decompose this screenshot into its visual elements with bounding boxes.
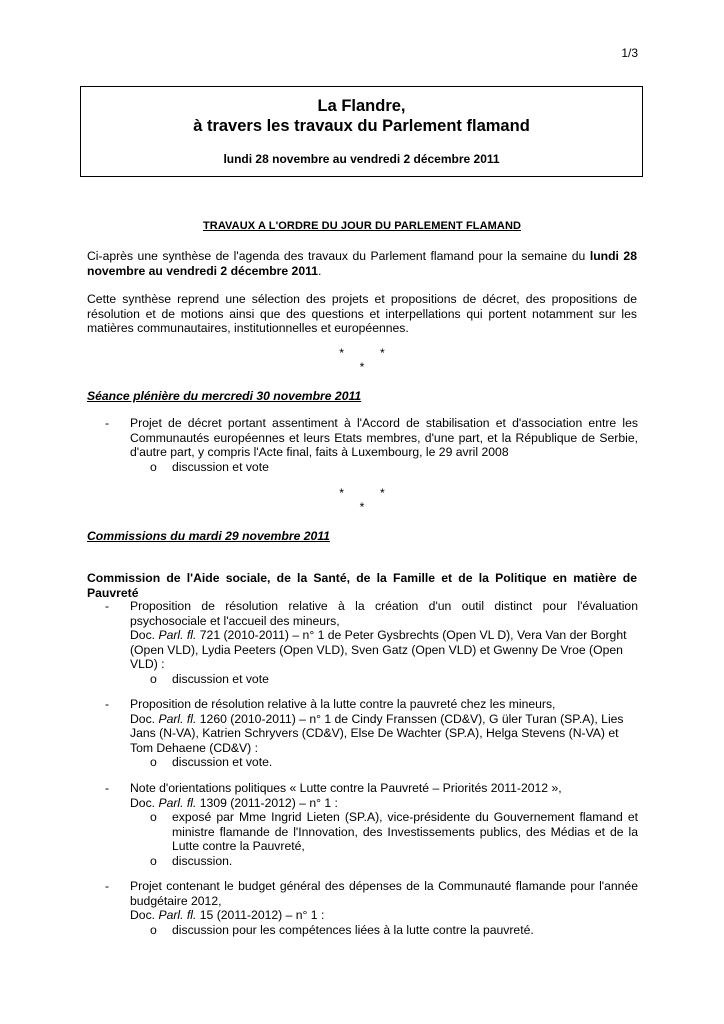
sub-text: exposé par Mme Ingrid Lieten (SP.A), vice-présidente du Gouvernement flamand et ministre flamande de l'Innovation, des Investissements publics, des Médias et de la Lutte contre la Pauvreté, — [172, 810, 638, 854]
intro-end: . — [318, 263, 322, 278]
sub-text: discussion pour les compétences liées à la lutte contre la pauvreté. — [172, 922, 534, 937]
sub-text: discussion et vote — [172, 671, 269, 686]
sub-item — [150, 923, 638, 938]
doc-parl: Parl. fl. — [158, 628, 197, 643]
title-line-1: La Flandre, — [317, 97, 406, 115]
section-title: TRAVAUX A L'ORDRE DU JOUR DU PARLEMENT FLAMAND — [202, 220, 522, 232]
commission-title: Commission de l'Aide sociale, de la Santé, de la Famille et de la Politique en matière de Pauvreté — [87, 571, 637, 600]
intro-text: Ci-après une synthèse de l'agenda des travaux du Parlement flamand pour la semaine du — [87, 249, 590, 263]
sub-item — [150, 755, 638, 770]
pleniere-item — [105, 416, 638, 474]
dash-marker: - — [105, 879, 110, 893]
dash-marker: - — [105, 599, 110, 613]
pleniere-heading: Séance plénière du mercredi 30 novembre 2011 — [87, 389, 362, 403]
doc-prefix: Doc. — [130, 628, 159, 643]
bullet-marker: o — [150, 853, 157, 868]
item-text: Proposition de résolution relative à la lutte contre la pauvreté chez les mineurs, — [130, 697, 556, 711]
star: * — [359, 360, 365, 374]
item-text: Projet contenant le budget général des dépenses de la Communauté flamande pour l'année budgétaire 2012, — [130, 879, 638, 908]
bullet-marker: o — [150, 755, 157, 770]
doc-parl: Parl. fl. — [158, 795, 197, 810]
intro-paragraph-1 — [87, 249, 637, 278]
pleniere-item-text: Projet de décret portant assentiment à l'Accord de stabilisation et d'association entre les Communautés européennes et leurs Etats membres, d'une part, et la République de Serbie, d'autre part, y compris l'Acte final, faits à Luxembourg, le 29 avril 2008 — [130, 416, 638, 460]
sub-text: discussion. — [172, 853, 233, 868]
separator-stars-2 — [0, 486, 724, 514]
doc-parl: Parl. fl. — [158, 908, 197, 923]
star: * — [339, 346, 344, 360]
doc-reference — [130, 908, 638, 923]
sub-item — [150, 810, 638, 854]
doc-detail: 1309 (2011-2012) – n° 1 : — [196, 795, 338, 810]
doc-detail: 721 (2010-2011) – n° 1 de Peter Gysbrechts (Open VL D), Vera Van der Borght (Open VLD), Lydia Peeters (Open VLD), Sven Gatz (Open VLD) et Gwenny De Vroe (Open VLD) : — [130, 628, 627, 672]
star: * — [339, 486, 344, 500]
item-text: Proposition de résolution relative à la création d'un outil distinct pour l'évaluation psychosociale et l'accueil des mineurs, — [130, 599, 638, 628]
doc-detail: 15 (2011-2012) – n° 1 : — [196, 908, 325, 923]
bullet-marker: o — [150, 459, 157, 474]
commissions-heading: Commissions du mardi 29 novembre 2011 — [87, 529, 330, 543]
page-number: 1/3 — [621, 46, 638, 60]
separator-stars-1 — [0, 346, 724, 374]
title-line-2: à travers les travaux du Parlement flamand — [193, 117, 530, 135]
dash-marker: - — [105, 697, 110, 711]
doc-reference — [130, 796, 638, 811]
doc-reference — [130, 712, 638, 756]
star: * — [380, 486, 385, 500]
sub-text: discussion et vote — [172, 459, 269, 474]
bullet-marker: o — [150, 922, 157, 937]
dash-marker: - — [105, 781, 110, 795]
title-box — [80, 86, 643, 177]
sub-item — [150, 854, 638, 869]
doc-prefix: Doc. — [130, 908, 159, 923]
doc-reference — [130, 628, 638, 672]
doc-prefix: Doc. — [130, 711, 159, 726]
commission-item-3 — [105, 781, 638, 869]
bullet-marker: o — [150, 810, 157, 825]
commission-item-4 — [105, 879, 638, 937]
pleniere-sub-item — [150, 460, 638, 475]
intro-paragraph-2: Cette synthèse reprend une sélection des projets et propositions de décret, des propositions de résolution et de motions ainsi que des questions et interpellations qui portent notamment sur les matières communautaires, institutionnelles et européennes. — [87, 292, 637, 336]
title-dates: lundi 28 novembre au vendredi 2 décembre 2011 — [223, 152, 500, 166]
star: * — [380, 346, 385, 360]
intro-dates: lundi 28 novembre au vendredi 2 décembre 2011 — [87, 249, 637, 278]
sub-item — [150, 672, 638, 687]
doc-detail: 1260 (2010-2011) – n° 1 de Cindy Franssen (CD&V), G üler Turan (SP.A), Lies Jans (N-VA), Katrien Schryvers (CD&V), Else De Wachter (SP.A), Helga Stevens (N-VA) et Tom Dehaene (CD&V) : — [130, 711, 624, 755]
item-text: Note d'orientations politiques « Lutte contre la Pauvreté – Priorités 2011-2012 », — [130, 781, 562, 795]
doc-parl: Parl. fl. — [158, 711, 197, 726]
commission-item-2 — [105, 697, 638, 770]
dash-marker: - — [105, 416, 110, 430]
sub-text: discussion et vote. — [172, 755, 273, 770]
star: * — [359, 500, 365, 514]
commission-item-1 — [105, 599, 638, 687]
bullet-marker: o — [150, 671, 157, 686]
doc-prefix: Doc. — [130, 795, 159, 810]
